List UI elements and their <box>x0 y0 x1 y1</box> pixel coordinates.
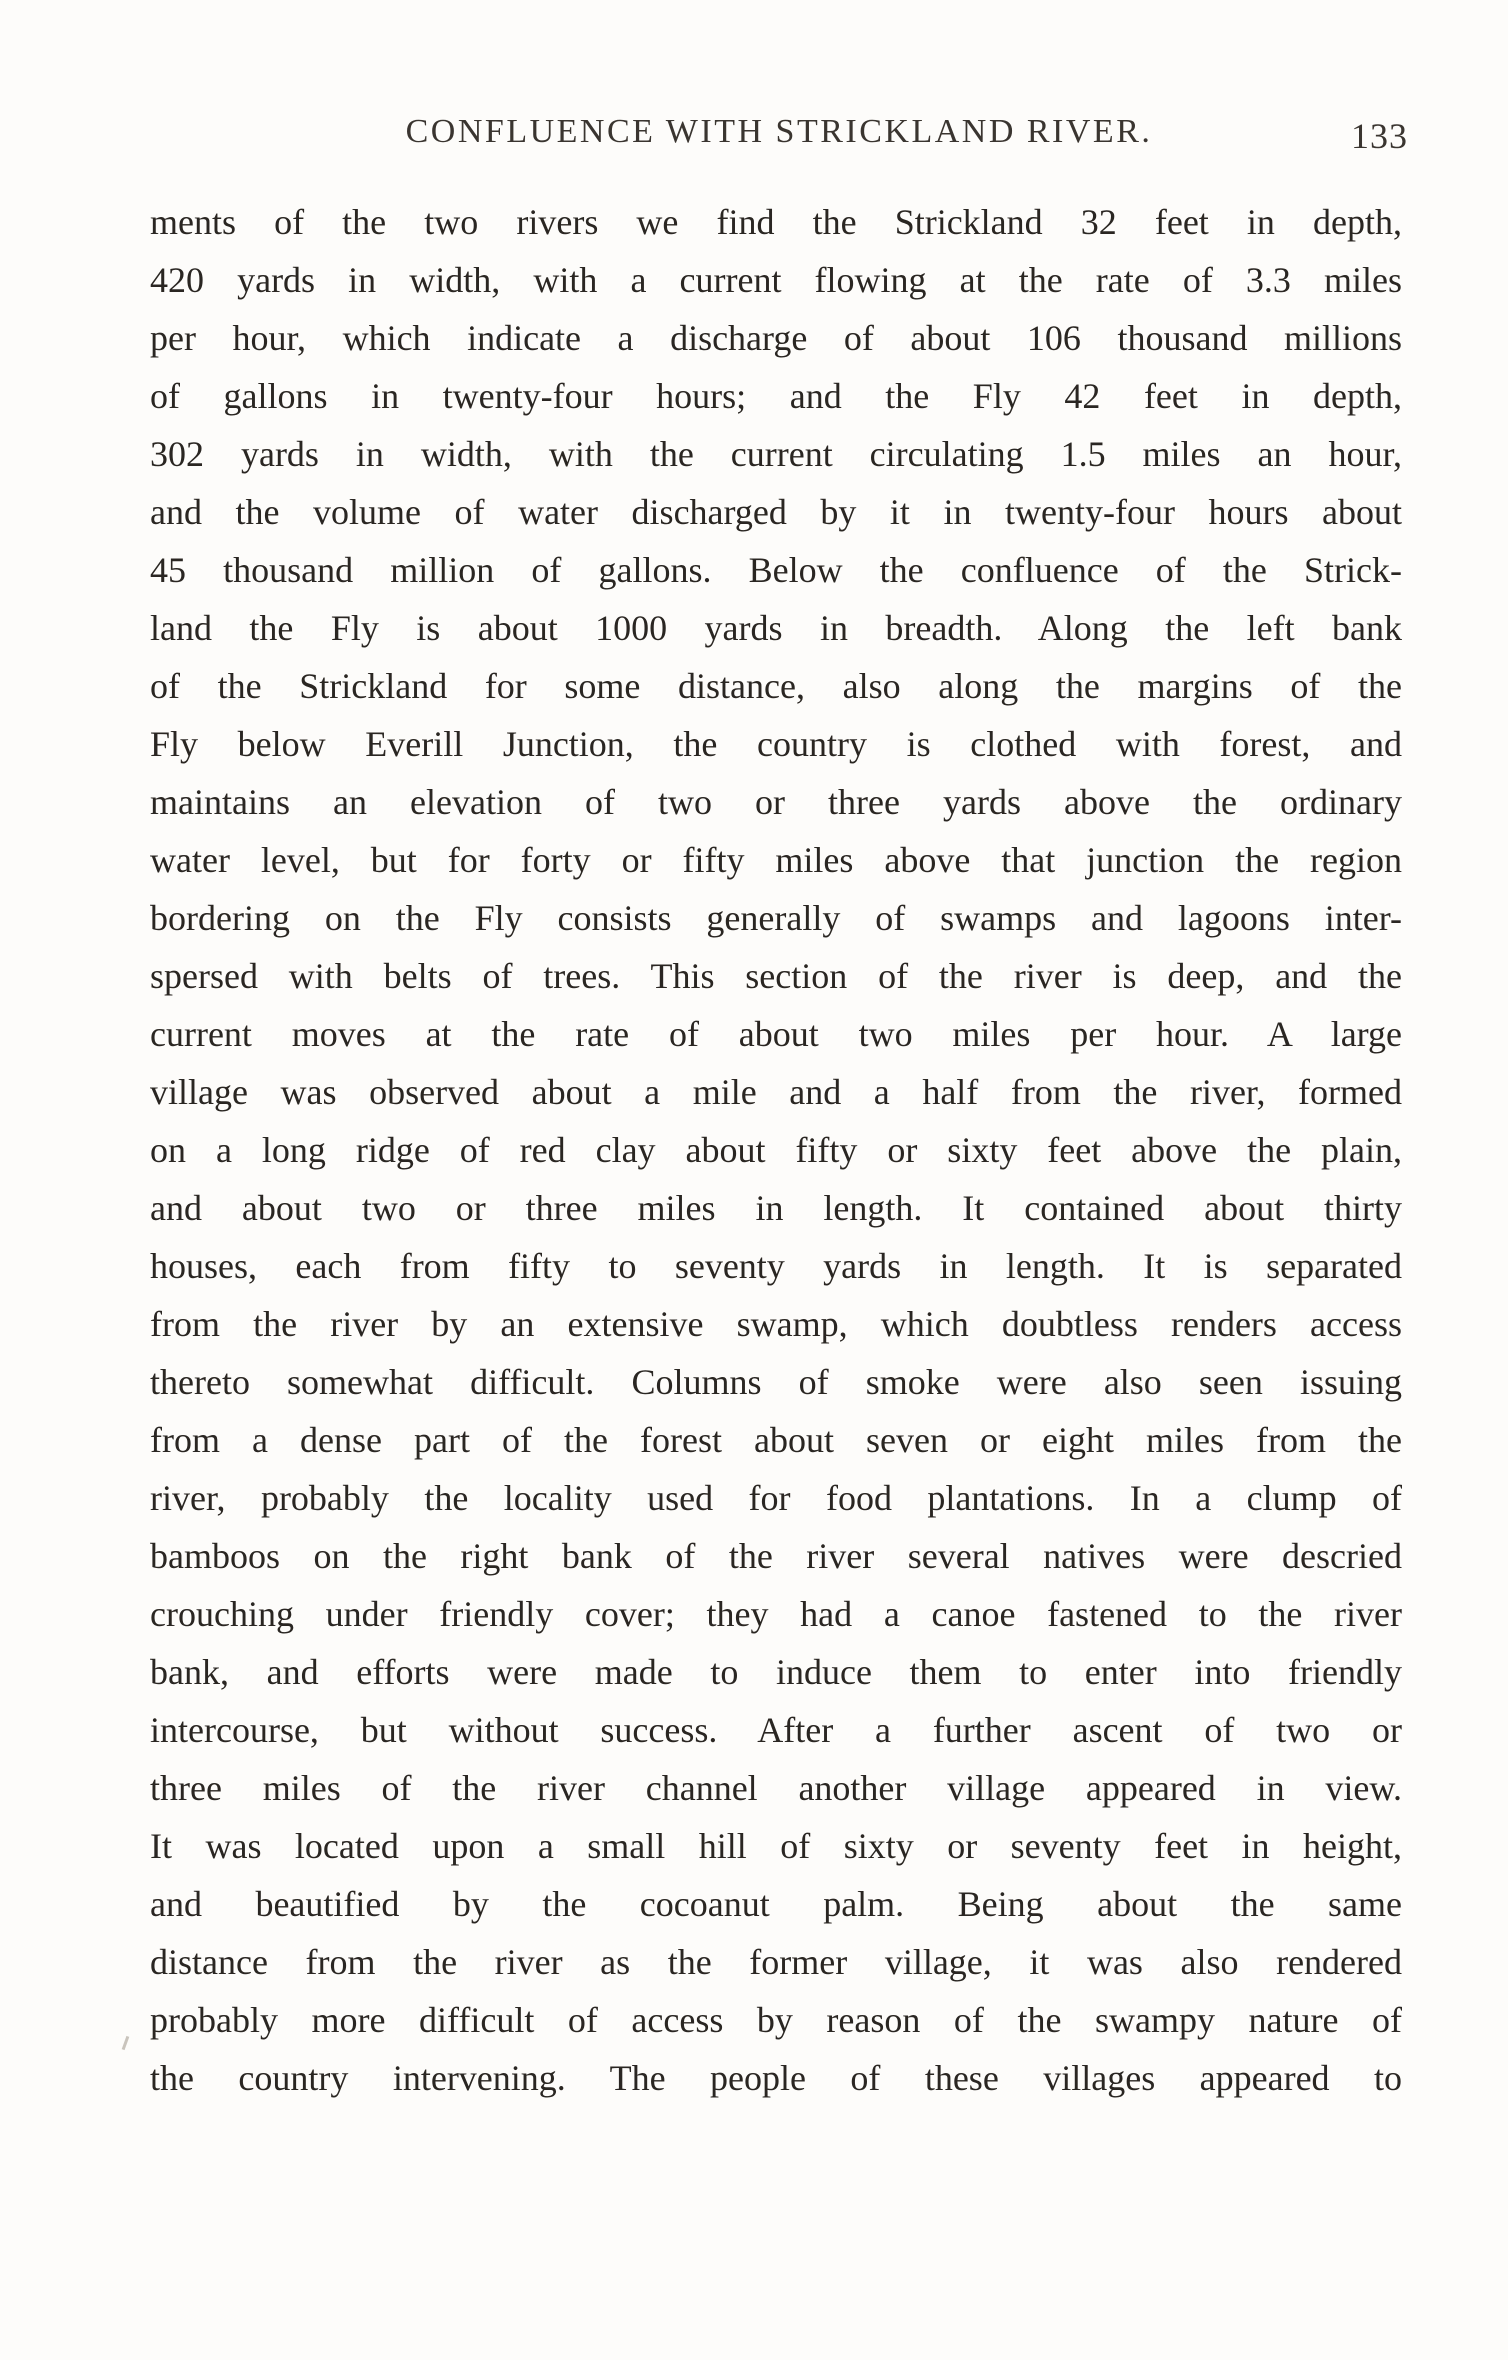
text-line: river, probably the locality used for food plantations. In a clump of <box>150 1478 1402 1518</box>
text-line: and the volume of water discharged by it in twenty-four hours about <box>150 492 1402 532</box>
text-line: the country intervening. The people of these villages appeared to <box>150 2058 1402 2098</box>
text-line: thereto somewhat difficult. Columns of smoke were also seen issuing <box>150 1362 1402 1402</box>
text-line: on a long ridge of red clay about fifty or sixty feet above the plain, <box>150 1130 1402 1170</box>
text-line: Fly below Everill Junction, the country is clothed with forest, and <box>150 724 1402 764</box>
text-line: 302 yards in width, with the current circulating 1.5 miles an hour, <box>150 434 1402 474</box>
margin-speck <box>122 2036 130 2050</box>
text-line: ments of the two rivers we find the Strickland 32 feet in depth, <box>150 202 1402 242</box>
text-line: distance from the river as the former village, it was also rendered <box>150 1942 1402 1982</box>
text-line: of the Strickland for some distance, also along the margins of the <box>150 666 1402 706</box>
text-line: crouching under friendly cover; they had a canoe fastened to the river <box>150 1594 1402 1634</box>
text-line: and beautified by the cocoanut palm. Being about the same <box>150 1884 1402 1924</box>
text-line: water level, but for forty or fifty miles above that junction the region <box>150 840 1402 880</box>
text-line: village was observed about a mile and a half from the river, formed <box>150 1072 1402 1112</box>
text-line: intercourse, but without success. After a further ascent of two or <box>150 1710 1402 1750</box>
text-line: spersed with belts of trees. This section of the river is deep, and the <box>150 956 1402 996</box>
text-line: three miles of the river channel another village appeared in view. <box>150 1768 1402 1808</box>
text-line: per hour, which indicate a discharge of about 106 thousand millions <box>150 318 1402 358</box>
page-number: 133 <box>1351 116 1408 156</box>
text-line: bamboos on the right bank of the river several natives were descried <box>150 1536 1402 1576</box>
text-line: and about two or three miles in length. It contained about thirty <box>150 1188 1402 1228</box>
text-line: It was located upon a small hill of sixty or seventy feet in height, <box>150 1826 1402 1866</box>
text-line: probably more difficult of access by reason of the swampy nature of <box>150 2000 1402 2040</box>
text-line: from the river by an extensive swamp, which doubtless renders access <box>150 1304 1402 1344</box>
running-head <box>150 108 1408 168</box>
text-line: maintains an elevation of two or three yards above the ordinary <box>150 782 1402 822</box>
text-line: 420 yards in width, with a current flowing at the rate of 3.3 miles <box>150 260 1402 300</box>
text-line: bordering on the Fly consists generally of swamps and lagoons inter- <box>150 898 1402 938</box>
text-line: houses, each from fifty to seventy yards in length. It is separated <box>150 1246 1402 1286</box>
text-line: bank, and efforts were made to induce them to enter into friendly <box>150 1652 1402 1692</box>
body-paragraph <box>150 193 1402 2107</box>
running-title: CONFLUENCE WITH STRICKLAND RIVER. <box>405 113 1153 150</box>
text-line: of gallons in twenty-four hours; and the Fly 42 feet in depth, <box>150 376 1402 416</box>
text-line: 45 thousand million of gallons. Below the confluence of the Strick- <box>150 550 1402 590</box>
text-line: from a dense part of the forest about seven or eight miles from the <box>150 1420 1402 1460</box>
text-line: current moves at the rate of about two miles per hour. A large <box>150 1014 1402 1054</box>
text-line: land the Fly is about 1000 yards in breadth. Along the left bank <box>150 608 1402 648</box>
